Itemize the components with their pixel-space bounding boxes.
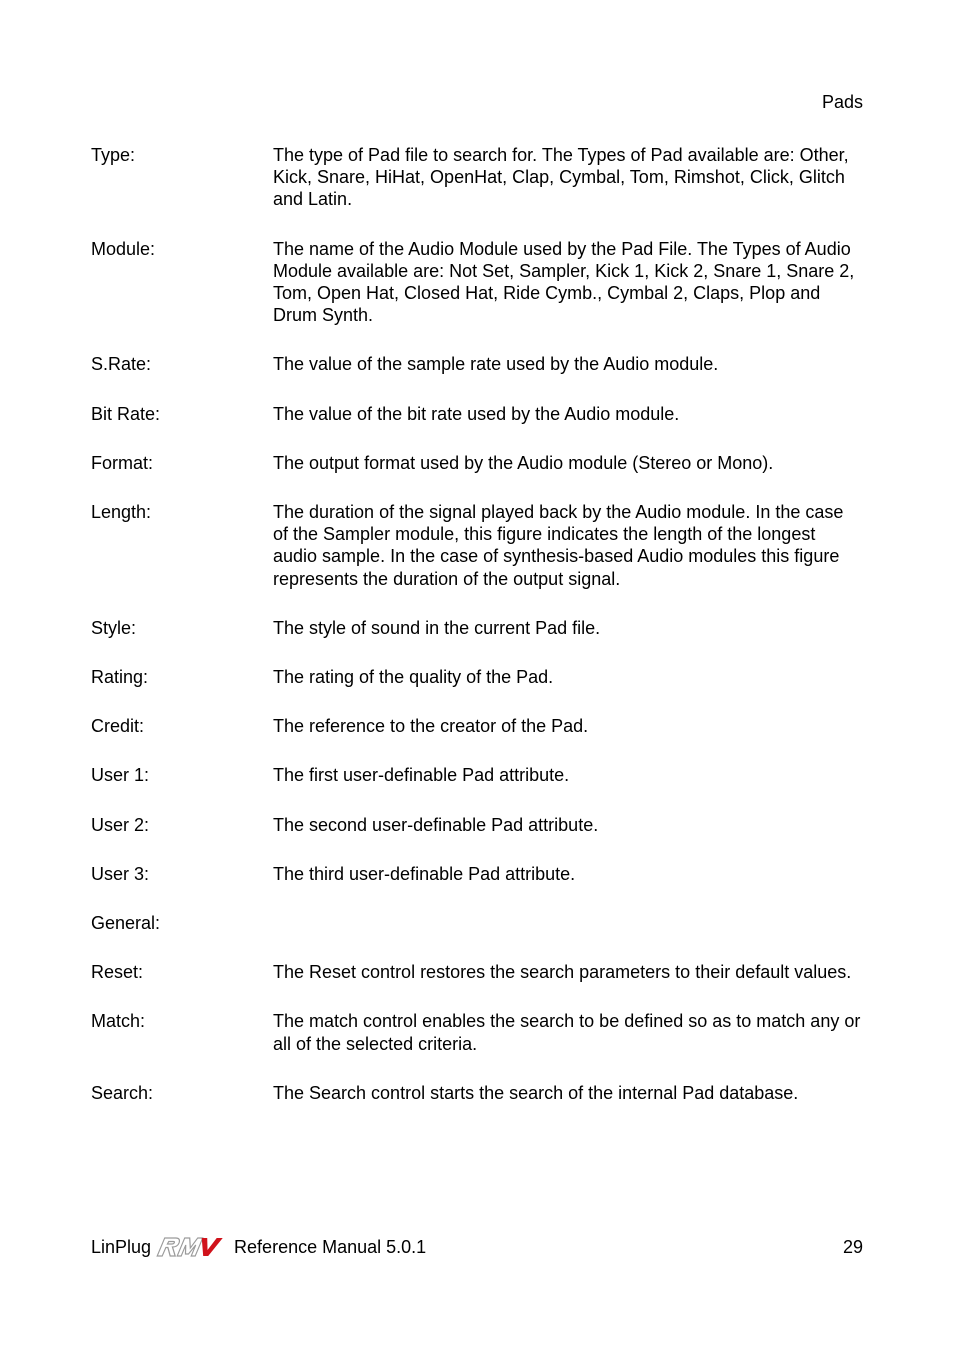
- definition-entry-user3: [91, 863, 871, 885]
- term-description: The Reset control restores the search parameters to their default values.: [273, 962, 852, 983]
- definition-entry-length: [91, 501, 871, 590]
- term-description: The third user-definable Pad attribute.: [273, 863, 576, 884]
- term-description: The output format used by the Audio module (Stereo or Mono).: [273, 452, 774, 473]
- term-description: The value of the sample rate used by the Audio module.: [273, 354, 719, 375]
- definition-entry-general: [91, 912, 871, 934]
- definition-entry-rating: [91, 666, 871, 688]
- term-label: User 3:: [91, 863, 150, 884]
- term-label: User 1:: [91, 765, 150, 786]
- footer-title: [91, 1236, 426, 1258]
- definition-entry-srate: [91, 353, 871, 375]
- term-description: The match control enables the search to be defined so as to match any or all of the selected criteria.: [273, 1011, 861, 1054]
- term-description: The duration of the signal played back by the Audio module. In the case of the Sampler module, this figure indicates the length of the longest audio sample. In the case of synthesis-based Audio modules this figure represents the duration of the output signal.: [273, 502, 844, 589]
- term-label: Module:: [91, 238, 156, 259]
- definition-entry-type: [91, 144, 871, 211]
- rmv-logo: [156, 1236, 228, 1258]
- term-label: Style:: [91, 617, 137, 638]
- definition-entry-bitrate: [91, 403, 871, 425]
- definition-list: [91, 144, 871, 1131]
- definition-entry-match: [91, 1010, 871, 1054]
- definition-entry-format: [91, 452, 871, 474]
- definition-entry-module: [91, 238, 871, 327]
- definition-entry-user2: [91, 814, 871, 836]
- section-title: Pads: [821, 92, 863, 112]
- term-description: [273, 912, 863, 934]
- definition-entry-search: [91, 1082, 871, 1104]
- term-label: User 2:: [91, 814, 150, 835]
- definition-entry-style: [91, 617, 871, 639]
- page-footer: [91, 1236, 863, 1258]
- running-header: [822, 91, 863, 113]
- definition-entry-user1: [91, 764, 871, 786]
- manual-title: Reference Manual 5.0.1: [234, 1237, 427, 1257]
- term-description: The style of sound in the current Pad file.: [273, 617, 601, 638]
- term-label: Search:: [91, 1082, 154, 1103]
- term-description: The reference to the creator of the Pad.: [273, 716, 589, 737]
- term-label: Match:: [91, 1011, 146, 1032]
- definition-entry-credit: [91, 715, 871, 737]
- term-description: The value of the bit rate used by the Audio module.: [273, 403, 680, 424]
- term-label: Credit:: [91, 716, 145, 737]
- term-description: The type of Pad file to search for. The Types of Pad available are: Other, Kick, Snare, HiHat, OpenHat, Clap, Cymbal, Tom, Rimshot, Click, Glitch and Latin.: [273, 145, 849, 210]
- term-label: Bit Rate:: [91, 403, 161, 424]
- term-label: Format:: [91, 452, 154, 473]
- page-number: 29: [842, 1237, 863, 1257]
- term-label: General:: [91, 913, 161, 934]
- term-label: S.Rate:: [91, 354, 152, 375]
- definition-entry-reset: [91, 961, 871, 983]
- term-label: Rating:: [91, 667, 149, 688]
- term-description: The first user-definable Pad attribute.: [273, 765, 570, 786]
- term-description: The Search control starts the search of the internal Pad database.: [273, 1082, 799, 1103]
- term-description: The rating of the quality of the Pad.: [273, 667, 554, 688]
- term-description: The second user-definable Pad attribute.: [273, 814, 599, 835]
- brand-name: LinPlug: [91, 1237, 152, 1257]
- term-label: Length:: [91, 502, 152, 523]
- term-label: Type:: [91, 145, 136, 165]
- term-description: The name of the Audio Module used by the Pad File. The Types of Audio Module available are: Not Set, Sampler, Kick 1, Kick 2, Snare 1, Snare 2, Tom, Open Hat, Closed Hat, Ride Cymb., Cymbal 2, Claps, Plop and Drum Synth.: [273, 238, 855, 326]
- term-label: Reset:: [91, 962, 144, 983]
